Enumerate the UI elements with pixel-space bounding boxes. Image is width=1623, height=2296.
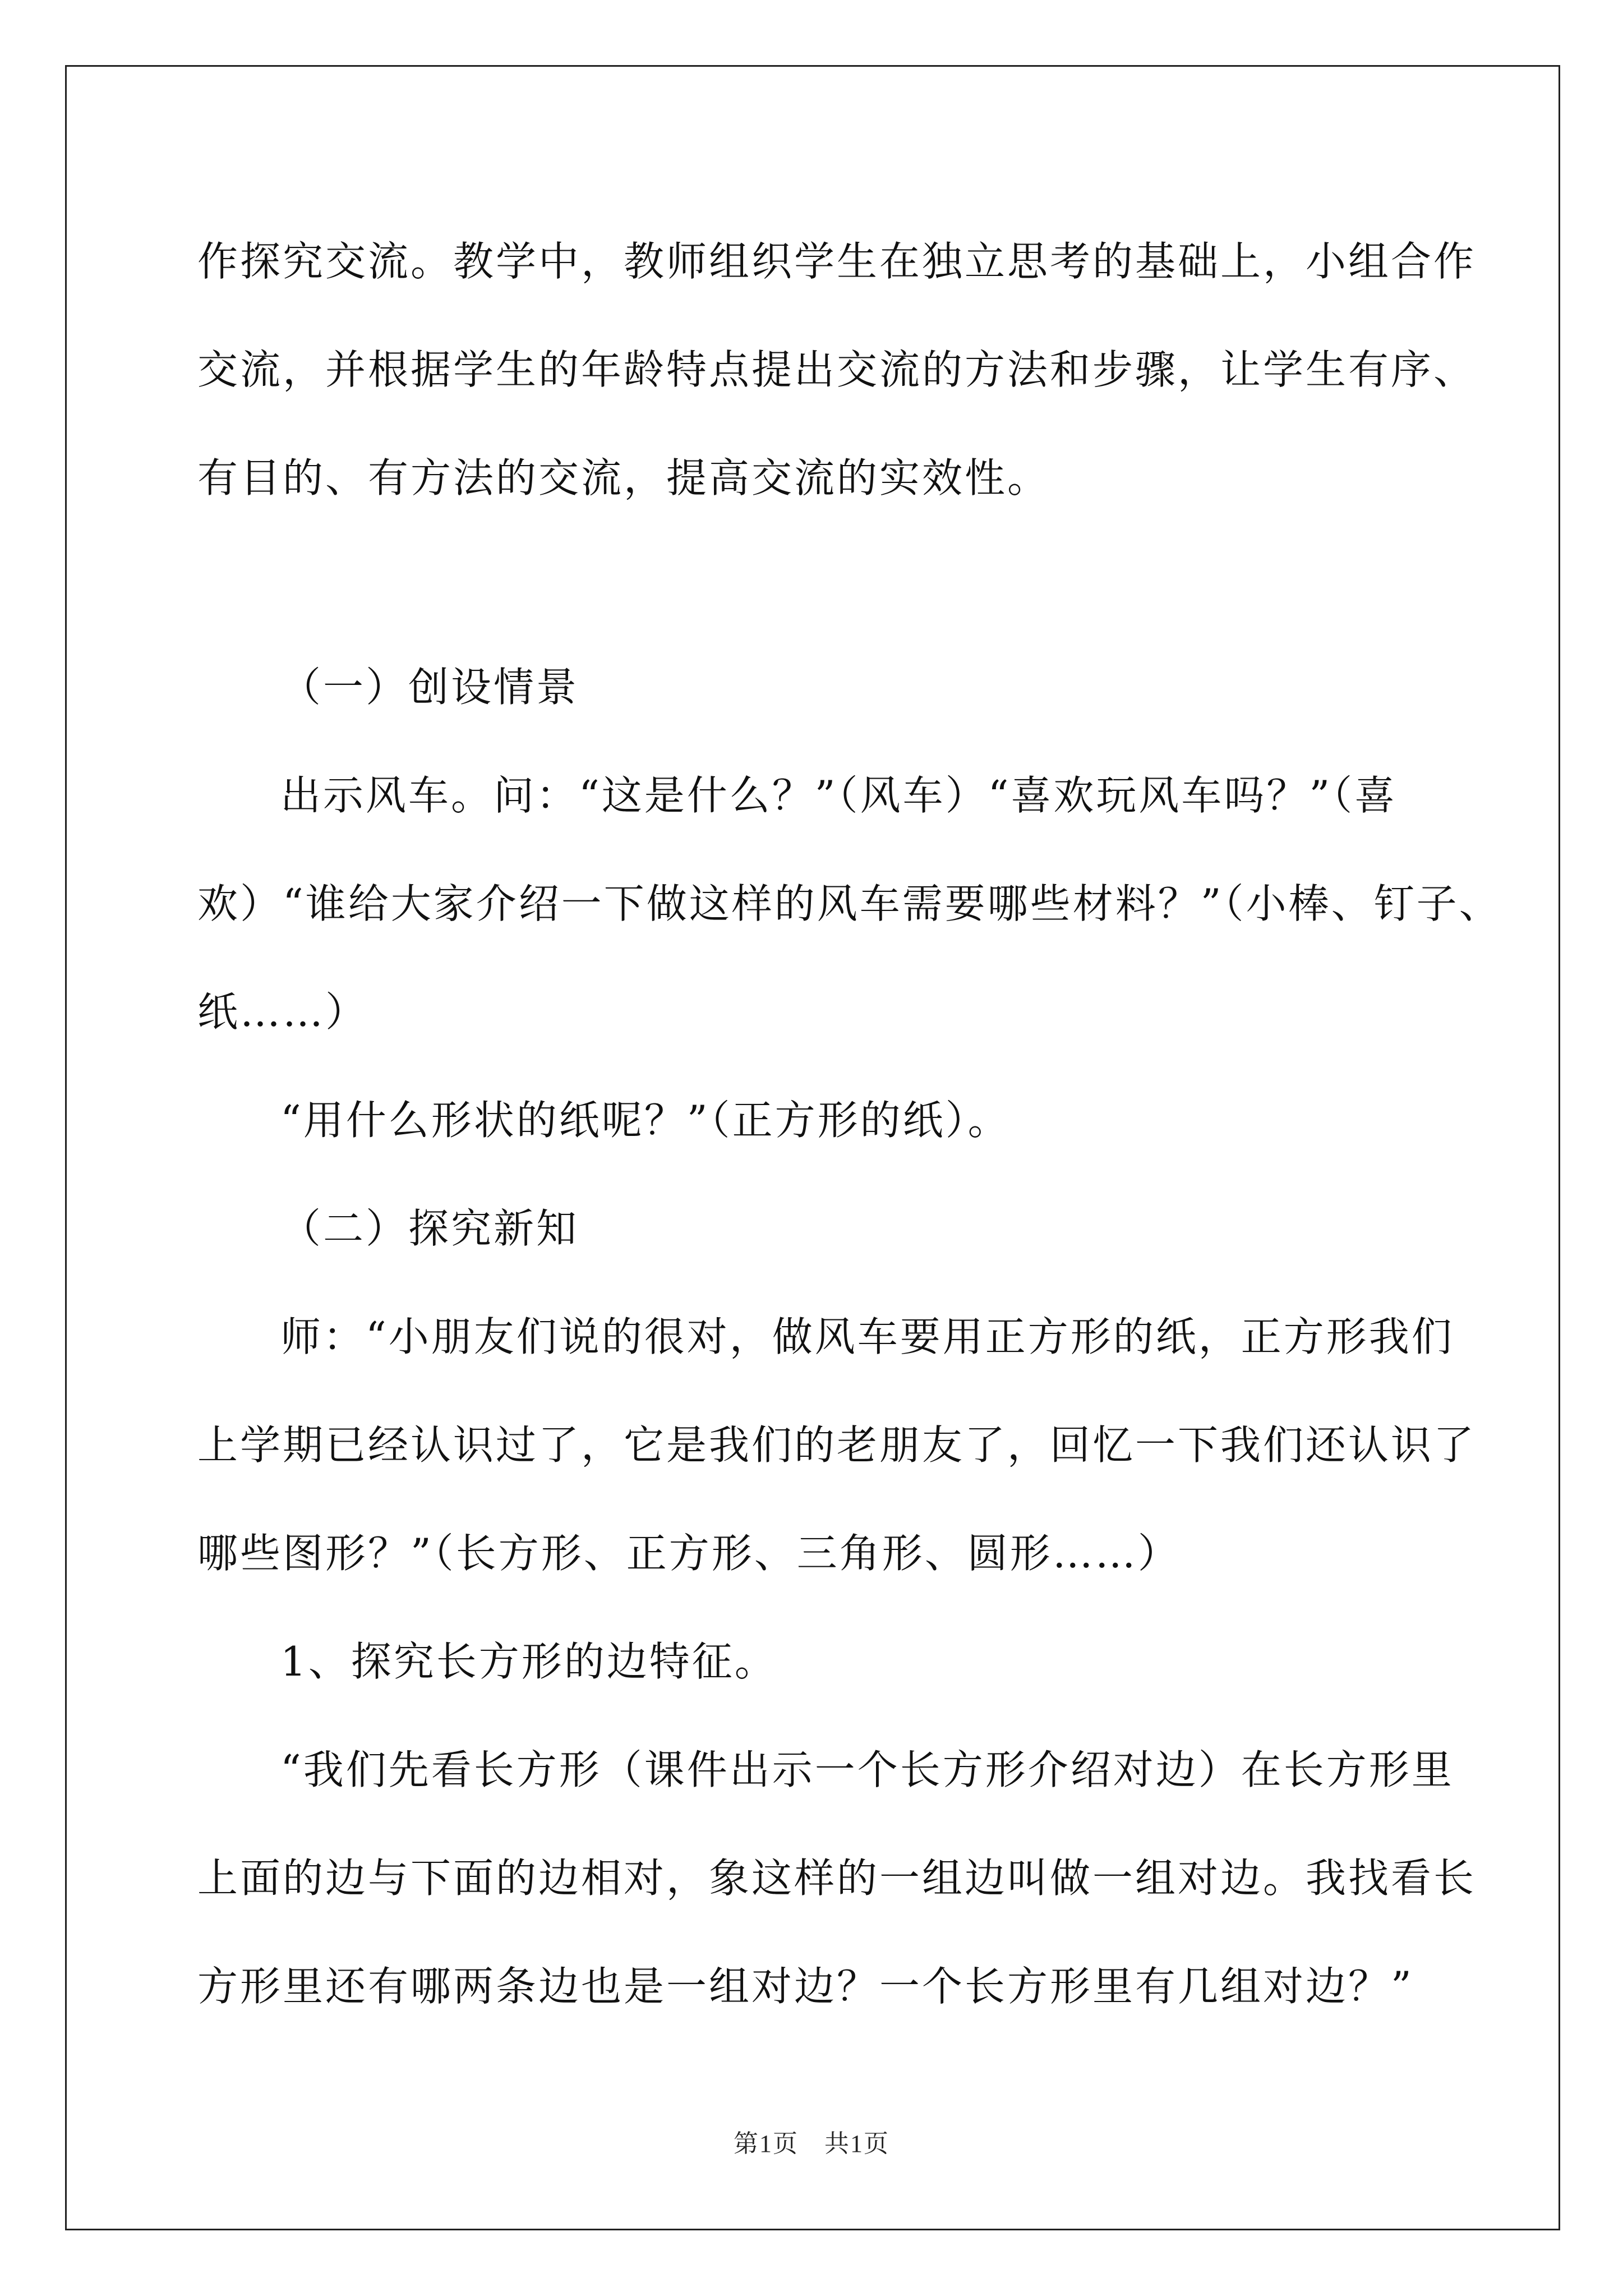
subsection-heading: 1、探究长方形的边特征。: [280, 1638, 777, 1685]
paragraph-line: 哪些图形？”（长方形、正方形、三角形、圆形……）: [197, 1530, 1181, 1577]
paragraph-line: 作探究交流。教学中，教师组织学生在独立思考的基础上，小组合作: [197, 238, 1477, 285]
page-number-footer: 第1页 共1页: [734, 2130, 889, 2157]
paragraph-line: “我们先看长方形（课件出示一个长方形介绍对边）在长方形里: [280, 1746, 1454, 1793]
paragraph-line: 交流，并根据学生的年龄特点提出交流的方法和步骤，让学生有序、: [197, 346, 1477, 393]
paragraph-line: 上学期已经认识过了，它是我们的老朋友了，回忆一下我们还认识了: [197, 1421, 1477, 1469]
document-body: [197, 208, 1502, 2041]
paragraph-line: 纸……）: [197, 988, 368, 1036]
section-heading: （一）创设情景: [280, 664, 579, 711]
paragraph-line: 出示风车。问：“这是什么？”（风车）“喜欢玩风车吗？”（喜: [280, 772, 1398, 819]
paragraph-line: 方形里还有哪两条边也是一组对边？一个长方形里有几组对边？”: [197, 1963, 1414, 2010]
paragraph-line: 有目的、有方法的交流，提高交流的实效性。: [197, 454, 1050, 501]
section-heading: （二）探究新知: [280, 1205, 579, 1252]
paragraph-line: “用什么形状的纸呢？”（正方形的纸）。: [280, 1097, 1011, 1144]
paragraph-line: 师：“小朋友们说的很对，做风车要用正方形的纸，正方形我们: [280, 1313, 1454, 1360]
paragraph-line: 欢）“谁给大家介绍一下做这样的风车需要哪些材料？”（小棒、钉子、: [197, 880, 1502, 927]
paragraph-line: 上面的边与下面的边相对，象这样的一组边叫做一组对边。我找看长: [197, 1855, 1477, 1902]
